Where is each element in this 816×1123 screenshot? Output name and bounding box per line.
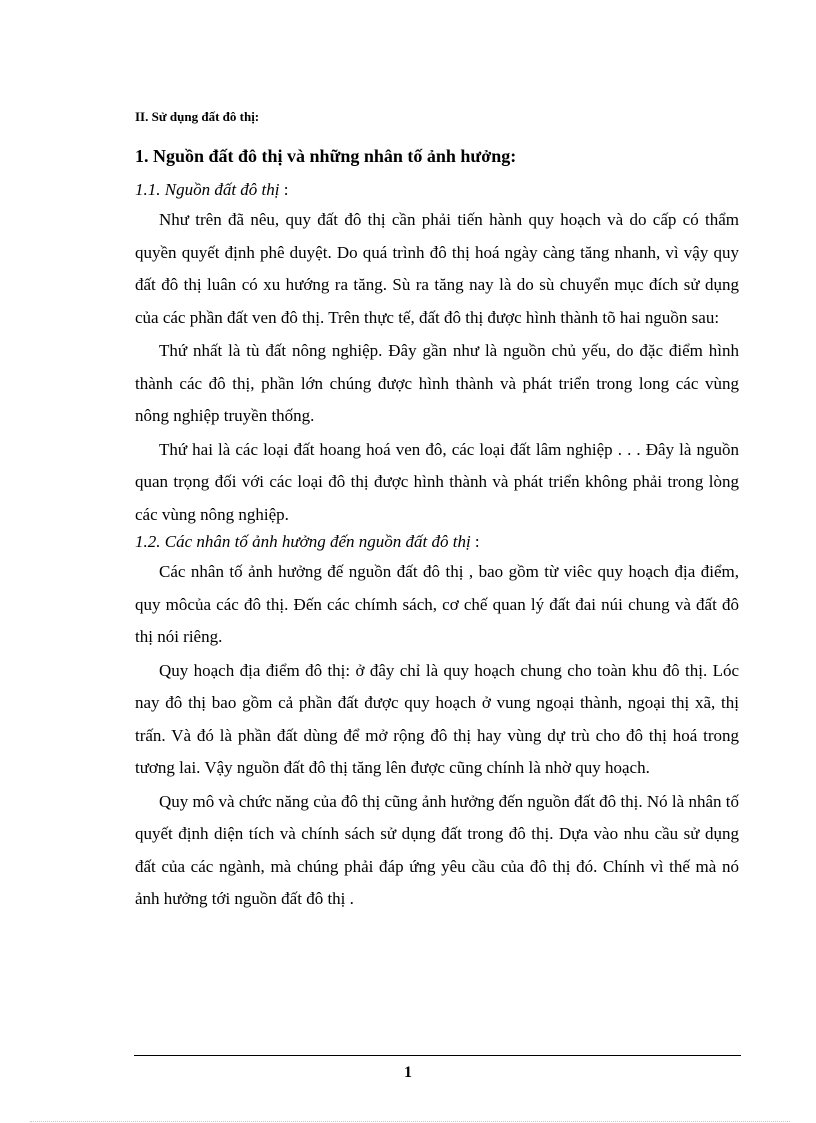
subsection-heading-text: 1.2. Các nhân tố ảnh hưởng đến nguồn đất đô thị xyxy=(135,532,471,551)
paragraph: Như trên đã nêu, quy đất đô thị cần phải tiến hành quy hoạch và do cấp có thẩm quyền quyết định phê duyệt. Do quá trình đô thị hoá ngày càng tăng nhanh, vì vậy quy đất đô thị luân có xu hướng ra tăng. Sù ra tăng nay là do sù chuyển mục đích sử dụng của các phần đất ven đô thị. Trên thực tế, đất đô thị được hình thành tõ hai nguồn sau: xyxy=(135,210,739,327)
section-heading: II. Sử dụng đất đô thị: xyxy=(135,109,260,124)
paragraph: Các nhân tố ảnh hưởng đế nguồn đất đô thị , bao gồm từ viêc quy hoạch địa điểm, quy môcủa các đô thị. Đến các chímh sách, cơ chế quan lý đất đai núi chung và đất đô thị nói riêng. xyxy=(135,562,739,646)
paragraph: Thứ hai là các loại đất hoang hoá ven đô, các loại đất lâm nghiệp . . . Đây là nguồn quan trọng đối với các loại đô thị được hình thành và phát triển không phải trong lòng các vùng nông nghiệp. xyxy=(135,439,739,524)
chapter-heading: 1. Nguồn đất đô thị và những nhân tố ảnh hưởng: xyxy=(135,146,517,166)
page-number: 1 xyxy=(404,1064,412,1081)
paragraph: Quy mô và chức năng của đô thị cũng ảnh hưởng đến nguồn đất đô thị. Nó là nhân tố quyết định diện tích và chính sách sử dụng đất trong đô thị. Dựa vào nhu cầu sử dụng đất của các ngành, mà chúng phải đáp ứng yêu cầu của đô thị đó. Chính vì thế mà nó ảnh hưởng tới nguồn đất đô thị . xyxy=(135,791,739,908)
subsection-heading-text: 1.1. Nguồn đất đô thị xyxy=(135,180,280,199)
subsection-heading-1-1 xyxy=(135,176,739,204)
footer-divider xyxy=(134,1055,741,1056)
subsection-heading-colon: : xyxy=(279,180,289,199)
subsection-heading-1-2 xyxy=(135,528,739,556)
paragraph: Thứ nhất là tù đất nông nghiệp. Đây gần như là nguồn chủ yếu, do đặc điểm hình thành các đô thị, phần lớn chúng được hình thành và phát triển trong long các vùng nông nghiệp truyền thống. xyxy=(135,341,739,425)
subsection-heading-colon: : xyxy=(470,532,480,551)
page-content xyxy=(135,107,739,916)
paragraph: Quy hoạch địa điểm đô thị: ở đây chỉ là quy hoạch chung cho toàn khu đô thị. Lóc nay đô thị bao gồm cả phần đất được quy hoạch ở vung ngoại thành, ngoại thị xã, thị trấn. Và đó là phần đất dùng để mở rộng đô thị hay vùng dự trù cho đô thị hoá trong tương lai. Vậy nguồn đất đô thị tăng lên được cũng chính là nhờ quy hoạch. xyxy=(135,660,739,777)
page-bottom-boundary xyxy=(30,1121,790,1122)
